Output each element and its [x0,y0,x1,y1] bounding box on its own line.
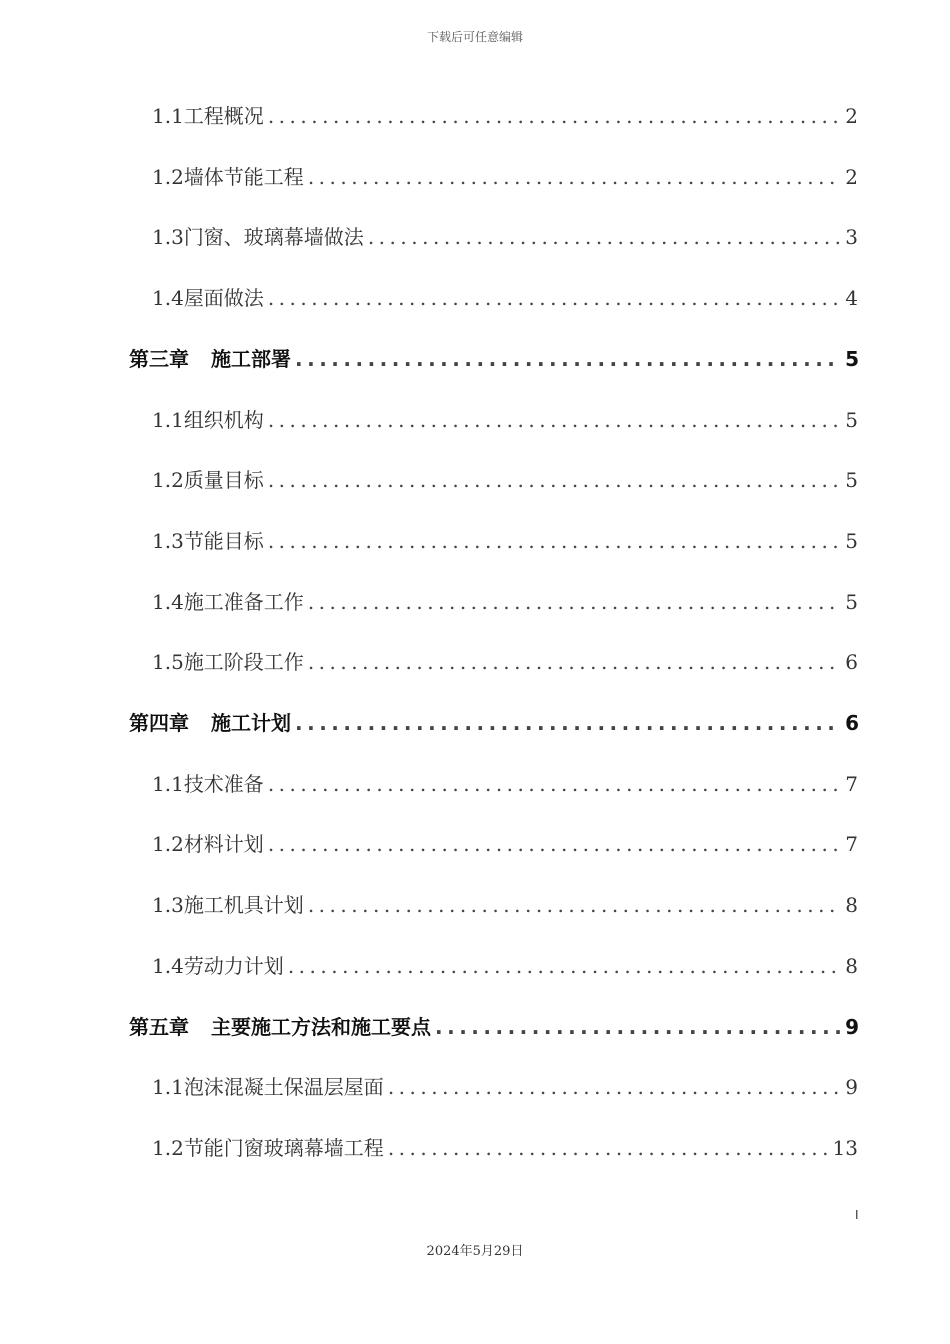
toc-leader-dots [268,104,841,128]
toc-section-entry[interactable] [152,881,858,917]
toc-leader-dots [268,529,841,553]
toc-leader-dots [268,286,841,310]
toc-entry-title: 门窗、玻璃幕墙做法 [183,225,364,249]
toc-section-entry[interactable] [152,760,858,796]
toc-entry-title: 施工准备工作 [183,590,304,614]
toc-entry-title: 劳动力计划 [183,954,284,978]
toc-entry-page: 8 [845,893,858,917]
toc-section-entry[interactable] [152,92,858,128]
toc-leader-dots [308,893,841,917]
toc-entry-page: 4 [845,286,858,310]
toc-leader-dots [388,1136,829,1160]
toc-entry-title: 材料计划 [183,832,264,856]
toc-entry-page: 5 [845,408,858,432]
page-number: I [855,1208,859,1222]
toc-entry-page: 13 [832,1136,858,1160]
toc-entry-number: 1.3 [152,893,184,917]
toc-chapter-entry[interactable] [129,699,859,735]
toc-entry-number: 1.4 [152,286,184,310]
toc-entry-page: 8 [845,954,858,978]
page-header: 下载后可任意编辑 [426,30,523,44]
toc-entry-page: 5 [845,590,858,614]
toc-entry-title: 组织机构 [183,408,264,432]
toc-entry-number: 1.2 [152,165,184,189]
toc-entry-page: 9 [845,1015,859,1039]
toc-entry-page: 7 [845,772,858,796]
toc-entry-title: 质量目标 [183,468,264,492]
toc-entry-page: 6 [845,711,859,735]
toc-section-entry[interactable] [152,1063,858,1099]
toc-entry-page: 2 [845,104,858,128]
toc-entry-page: 5 [845,529,858,553]
toc-entry-number: 1.2 [152,1136,184,1160]
toc-entry-page: 5 [845,468,858,492]
toc-entry-title: 主要施工方法和施工要点 [211,1015,431,1039]
toc-entry-title: 节能门窗玻璃幕墙工程 [183,1136,384,1160]
toc-leader-dots [295,711,841,735]
toc-leader-dots [268,832,841,856]
toc-entry-title: 屋面做法 [183,286,264,310]
toc-chapter-entry[interactable] [129,1003,859,1039]
toc-entry-number: 1.2 [152,468,184,492]
toc-section-entry[interactable] [152,396,858,432]
toc-entry-number: 1.1 [152,772,184,796]
toc-section-entry[interactable] [152,274,858,310]
toc-section-entry[interactable] [152,578,858,614]
toc-entry-number: 1.2 [152,832,184,856]
toc-chapter-entry[interactable] [129,335,859,371]
toc-leader-dots [388,1075,841,1099]
toc-leader-dots [268,772,841,796]
toc-entry-number: 1.4 [152,954,184,978]
toc-section-entry[interactable] [152,820,858,856]
toc-section-entry[interactable] [152,1124,858,1160]
toc-leader-dots [268,408,841,432]
toc-entry-title: 墙体节能工程 [183,165,304,189]
toc-entry-number: 1.4 [152,590,184,614]
toc-entry-number: 第四章 [129,711,189,735]
toc-entry-number: 1.3 [152,529,184,553]
toc-entry-number: 第三章 [129,347,189,371]
toc-entry-title: 节能目标 [183,529,264,553]
toc-entry-title: 施工阶段工作 [183,650,304,674]
toc-entry-number: 1.3 [152,225,184,249]
toc-leader-dots [288,954,841,978]
toc-section-entry[interactable] [152,638,858,674]
toc-section-entry[interactable] [152,517,858,553]
toc-leader-dots [368,225,841,249]
toc-entry-title: 技术准备 [183,772,264,796]
toc-entry-number: 1.1 [152,1075,184,1099]
toc-entry-number: 1.5 [152,650,184,674]
page-footer-date: 2024年5月29日 [426,1244,524,1259]
toc-entry-title: 工程概况 [183,104,264,128]
toc-leader-dots [435,1015,841,1039]
toc-entry-title: 施工部署 [211,347,291,371]
toc-entry-number: 1.1 [152,104,184,128]
toc-leader-dots [308,590,841,614]
toc-section-entry[interactable] [152,153,858,189]
toc-entry-title: 施工计划 [211,711,291,735]
toc-section-entry[interactable] [152,213,858,249]
toc-entry-title: 泡沫混凝土保温层屋面 [183,1075,384,1099]
toc-section-entry[interactable] [152,942,858,978]
toc-leader-dots [308,650,841,674]
toc-entry-number: 第五章 [129,1015,189,1039]
toc-entry-page: 3 [845,225,858,249]
toc-entry-page: 7 [845,832,858,856]
toc-leader-dots [268,468,841,492]
toc-entry-page: 6 [845,650,858,674]
toc-entry-number: 1.1 [152,408,184,432]
toc-entry-page: 2 [845,165,858,189]
toc-entry-page: 5 [845,347,859,371]
toc-entry-title: 施工机具计划 [183,893,304,917]
toc-entry-page: 9 [845,1075,858,1099]
toc-leader-dots [295,347,841,371]
toc-section-entry[interactable] [152,456,858,492]
toc-leader-dots [308,165,841,189]
